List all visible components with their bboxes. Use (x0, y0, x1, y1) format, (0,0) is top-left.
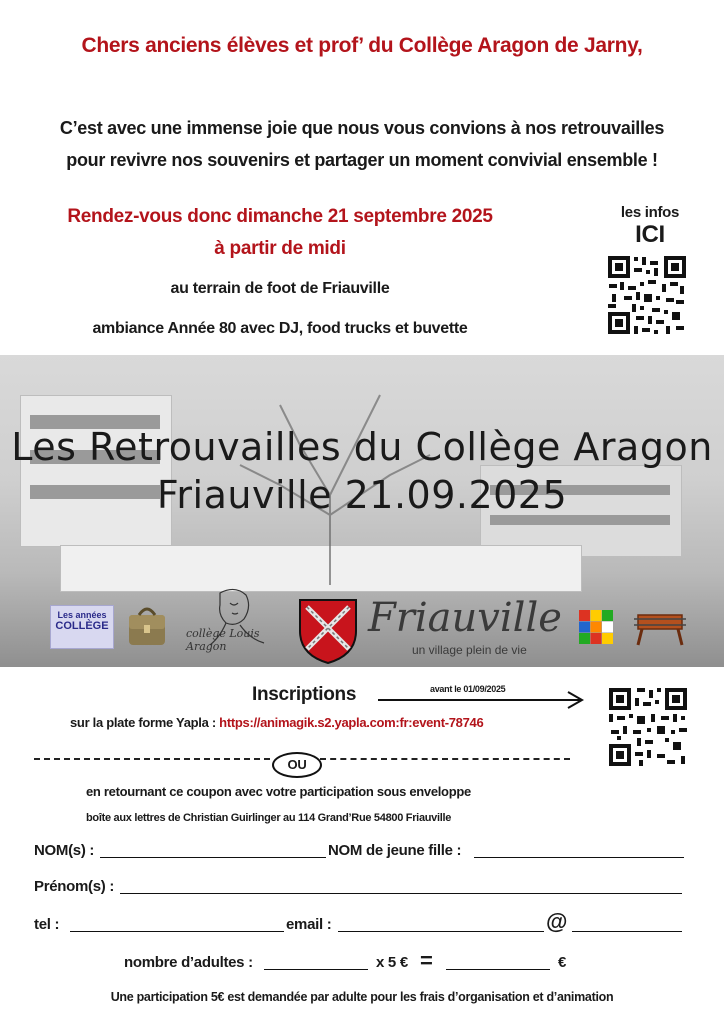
school-satchel-icon (125, 603, 169, 649)
annees-college-logo (50, 605, 114, 649)
intro-line-1: C’est avec une immense joie que nous vous convions à nos retrouvailles (59, 118, 665, 138)
banner-college-photo (0, 355, 724, 667)
email-field-domain[interactable] (572, 931, 682, 932)
greeting-heading: Chers anciens élèves et prof’ du Collège Aragon de Jarny, (81, 34, 643, 57)
tel-label: tel : (34, 916, 60, 933)
annees-college-logo-text-2: COLLÈGE (55, 620, 109, 632)
nom-field[interactable] (100, 857, 326, 858)
coupon-address: boîte aux lettres de Christian Guirlinger au 114 Grand’Rue 54800 Friauville (86, 812, 452, 824)
yapla-event-link[interactable]: https://animagik.s2.yapla.com:fr:event-78746 (219, 715, 484, 730)
nom-label: NOM(s) : (34, 842, 95, 859)
prenom-field[interactable] (120, 893, 682, 894)
price-multiplier: x 5 € (376, 954, 408, 971)
qr-code-inscription[interactable] (607, 686, 689, 768)
foosball-table-icon (632, 607, 688, 647)
euro-sign: € (558, 954, 567, 971)
nom-jeune-fille-field[interactable] (474, 857, 684, 858)
at-sign: @ (546, 909, 568, 934)
email-field-user[interactable] (338, 931, 544, 932)
friauville-logo-text: Friauville (368, 595, 562, 641)
platform-prefix: sur la plate forme Yapla : (70, 715, 220, 730)
coupon-instruction: en retournant ce coupon avec votre participation sous enveloppe (86, 784, 471, 799)
inscriptions-platform (70, 715, 483, 730)
event-time: à partir de midi (214, 238, 346, 259)
infos-label: les infos (620, 204, 680, 221)
event-place: au terrain de foot de Friauville (170, 280, 390, 297)
friauville-coat-of-arms-icon (297, 597, 359, 665)
intro-line-2: pour revivre nos souvenirs et partager un moment convivial ensemble ! (66, 150, 658, 170)
adultes-label: nombre d’adultes : (124, 954, 253, 971)
rubiks-cube-icon (578, 609, 614, 645)
college-aragon-logo-text: collège Louis Aragon (186, 627, 260, 653)
inscriptions-deadline: avant le 01/09/2025 (430, 684, 506, 694)
tel-field[interactable] (70, 931, 284, 932)
banner-subtitle: Friauville 21.09.2025 (156, 473, 568, 517)
arrow-right-icon (376, 690, 586, 710)
or-badge: OU (272, 752, 322, 778)
coupon-cut-line-right (320, 758, 570, 760)
qr-code-infos[interactable] (606, 254, 688, 336)
inscriptions-heading: Inscriptions (252, 684, 357, 705)
banner-title: Les Retrouvailles du Collège Aragon (11, 425, 713, 469)
adultes-field[interactable] (264, 969, 368, 970)
nom-jeune-fille-label: NOM de jeune fille : (328, 842, 462, 859)
participation-note: Une participation 5€ est demandée par adulte pour les frais d’organisation et d’animation (110, 990, 614, 1004)
coupon-cut-line-left (34, 758, 270, 760)
event-ambiance: ambiance Année 80 avec DJ, food trucks et buvette (92, 320, 468, 337)
annees-college-logo-text-1: Les années (57, 610, 107, 620)
infos-ici-label: ICI (635, 221, 665, 248)
logos-strip (0, 585, 724, 667)
event-date: Rendez-vous donc dimanche 21 septembre 2025 (67, 206, 493, 227)
prenom-label: Prénom(s) : (34, 878, 115, 895)
equals-sign: = (420, 948, 433, 973)
email-label: email : (286, 916, 332, 933)
total-field[interactable] (446, 969, 550, 970)
friauville-tagline: un village plein de vie (412, 643, 527, 657)
